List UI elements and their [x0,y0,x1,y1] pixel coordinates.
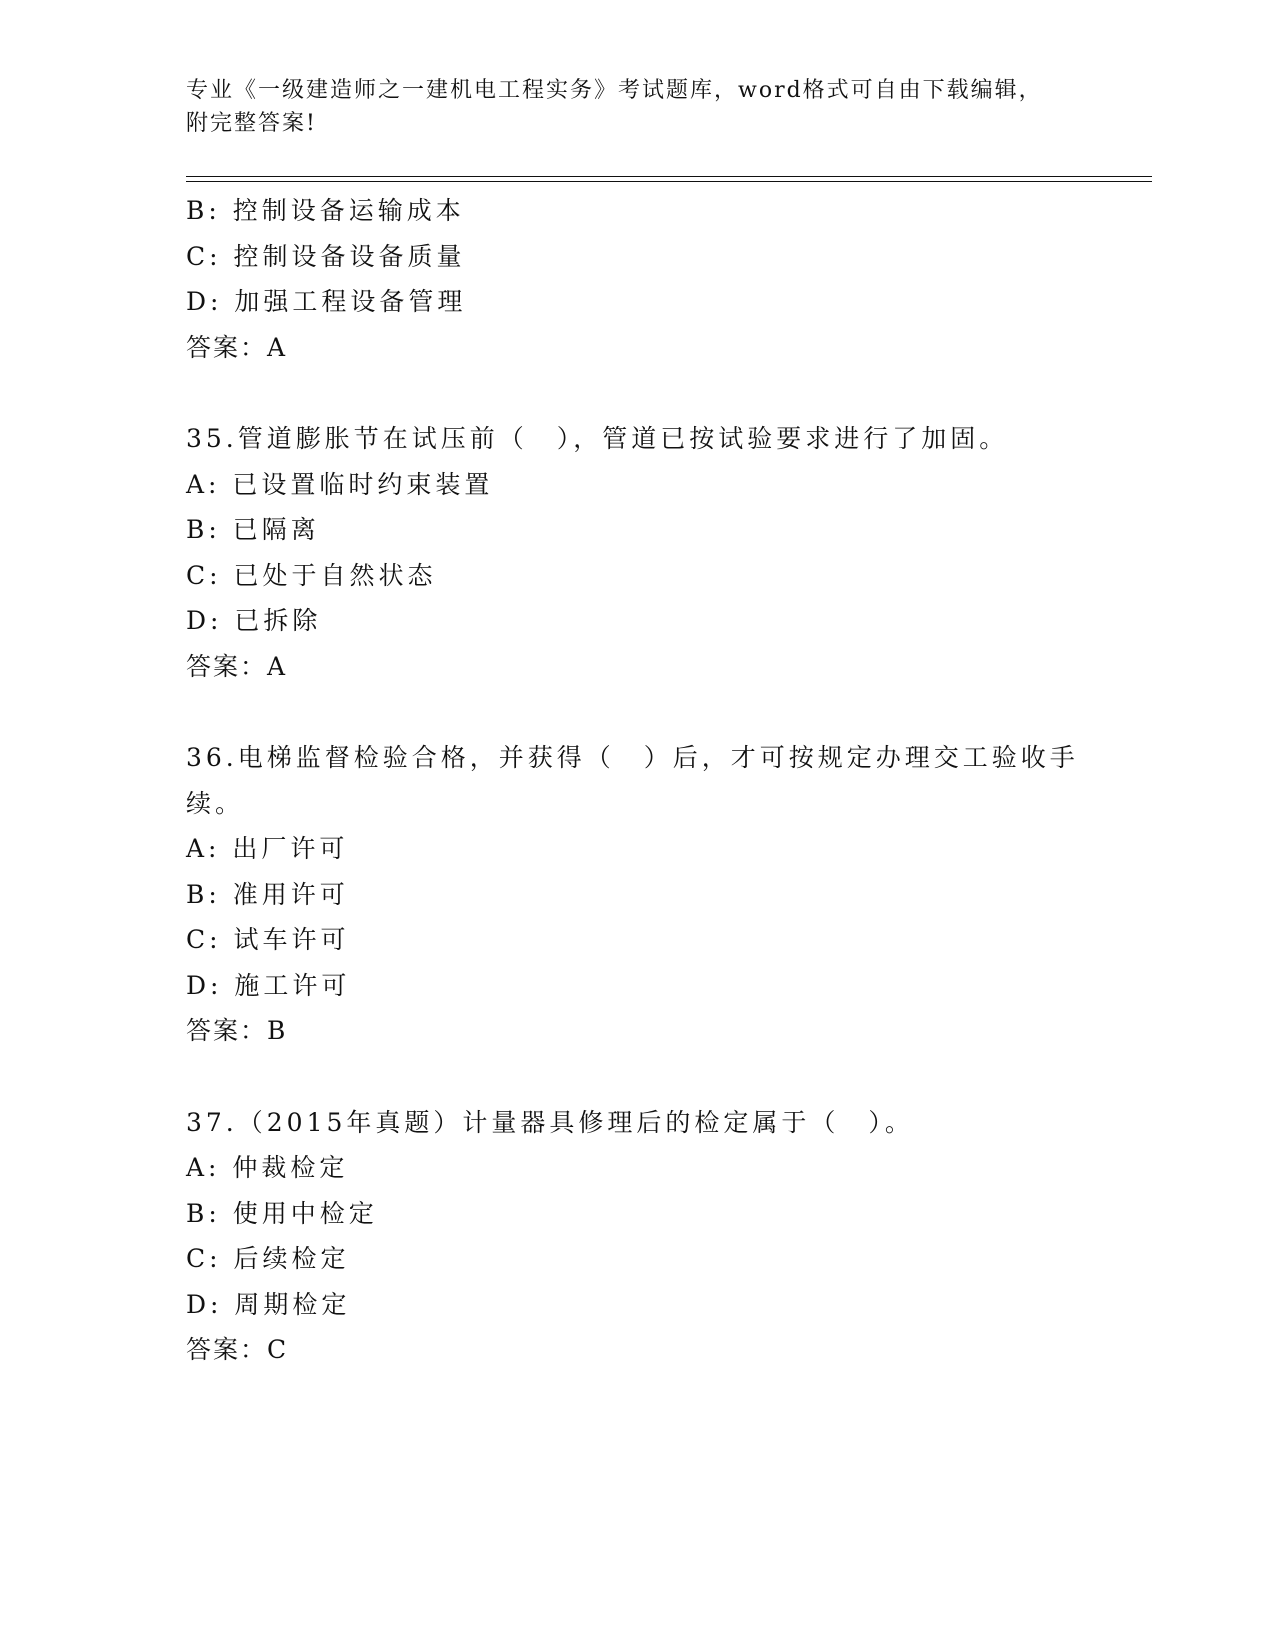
option-d: D: 已拆除 [186,606,322,635]
header-line-1: 专业《一级建造师之一建机电工程实务》考试题库，word格式可自由下载编辑， [186,78,1043,103]
question-stem-line-2: 续。 [186,788,245,818]
question-stem: 35.管道膨胀节在试压前（ ），管道已按试验要求进行了加固。 [186,424,1009,453]
answer-line: 答案：B [186,1016,288,1045]
question-stem: 37.（2015年真题）计量器具修理后的检定属于（ ）。 [186,1107,914,1137]
question-block-carryover [186,188,1126,370]
header-line-2: 附完整答案! [186,111,317,136]
option-b: B: 使用中检定 [186,1198,378,1228]
option-d: D: 周期检定 [186,1289,351,1319]
option-a: A: 仲裁检定 [186,1153,349,1182]
option-b: B: 准用许可 [186,879,349,909]
spacer [186,370,1126,416]
option-b: B: 已隔离 [186,515,320,544]
header-divider-bottom [186,181,1152,182]
answer-line: 答案：A [186,332,288,362]
question-block-37 [186,1100,1126,1373]
option-c: C: 试车许可 [186,925,350,954]
header-divider-top [186,176,1152,177]
option-b: B: 控制设备运输成本 [186,196,465,225]
option-c: C: 控制设备设备质量 [186,241,466,271]
spacer [186,1054,1126,1100]
question-stem-line-1: 36.电梯监督检验合格，并获得（ ）后，才可按规定办理交工验收手 [186,743,1079,772]
question-list [186,188,1126,1373]
option-a: A: 已设置临时约束装置 [186,469,494,499]
answer-line: 答案：C [186,1335,289,1364]
spacer [186,689,1126,735]
question-block-36 [186,735,1126,1054]
option-d: D: 施工许可 [186,970,351,1000]
question-block-35 [186,416,1126,689]
option-c: C: 已处于自然状态 [186,560,437,590]
document-header [186,74,1086,140]
option-d: D: 加强工程设备管理 [186,287,467,316]
option-c: C: 后续检定 [186,1244,350,1273]
option-a: A: 出厂许可 [186,834,349,863]
answer-line: 答案：A [186,651,288,681]
